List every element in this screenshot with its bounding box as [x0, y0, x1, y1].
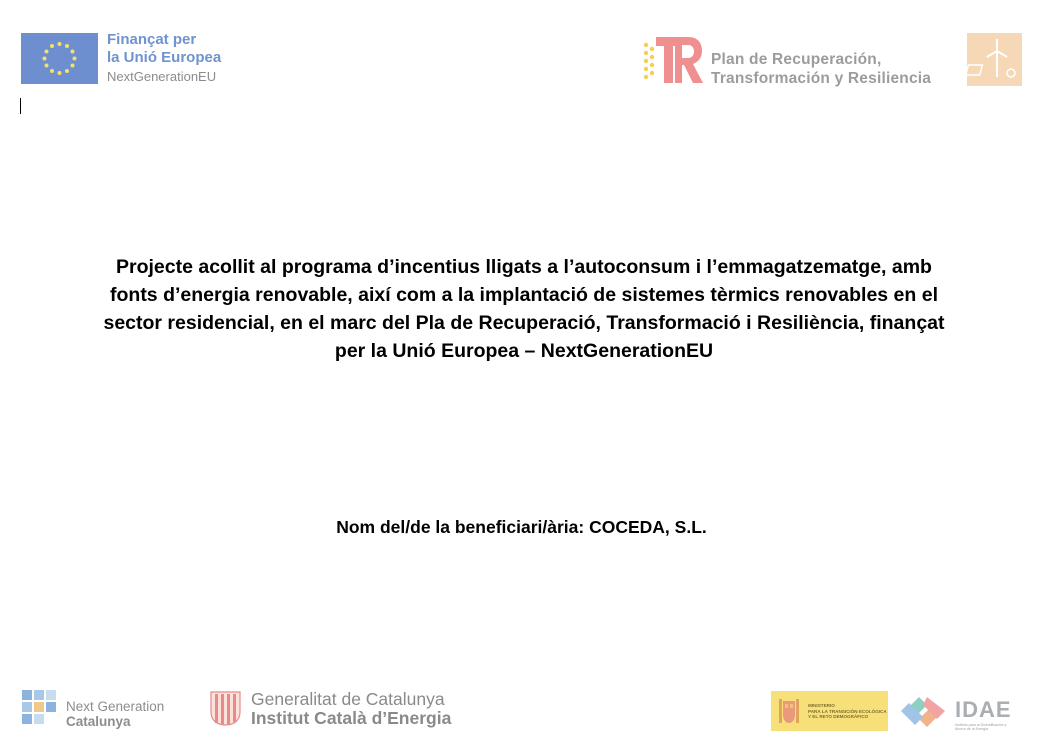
generalitat-line-2: Institut Català d’Energia — [251, 708, 452, 729]
ministerio-line-1: MINISTERIO — [808, 703, 835, 708]
ngc-line-1: Next Generation — [66, 699, 165, 714]
eu-flag-icon — [21, 33, 98, 84]
generalitat-label — [251, 690, 451, 729]
ngc-line-2: Catalunya — [66, 713, 131, 729]
project-description — [20, 253, 1028, 365]
generalitat-stripes-icon — [209, 690, 242, 727]
ministerio-line-2: PARA LA TRANSICIÓN ECOLÓGICA — [808, 708, 887, 714]
idae-subtitle: Instituto para la Diversificación y Ahorro de la Energía — [955, 723, 1007, 732]
ministerio-text — [808, 703, 887, 720]
description-line-1: Projecte acollit al programa d’incentius lligats a l’autoconsum i l’emmagatzematge, amb — [116, 256, 932, 278]
idae-label: IDAE — [955, 697, 1012, 722]
eu-line-2: la Unió Europea — [107, 49, 222, 66]
text-cursor — [20, 98, 21, 114]
idae-knot-icon — [895, 691, 951, 731]
eu-funding-label — [107, 31, 221, 85]
generalitat-line-1: Generalitat de Catalunya — [251, 689, 445, 709]
prtr-label — [711, 51, 931, 89]
ministerio-logo — [771, 691, 888, 731]
ngc-squares-icon — [22, 690, 60, 728]
ngc-label — [66, 700, 164, 730]
description-line-3: sector residencial, en el marc del Pla de Recuperació, Transformació i Resiliència, finançat — [103, 312, 945, 335]
ministerio-line-3: Y EL RETO DEMOGRÁFICO — [808, 714, 869, 720]
spain-shield-icon — [777, 697, 801, 725]
prtr-line-1: Plan de Recuperación, — [711, 51, 882, 68]
eu-line-3: NextGenerationEU — [107, 69, 217, 84]
eu-line-1: Finançat per — [107, 31, 197, 48]
description-line-4: per la Unió Europea – NextGenerationEU — [334, 340, 714, 363]
beneficiary-name: Nom del/de la beneficiari/ària: COCEDA, S.L. — [336, 517, 707, 537]
wind-turbine-icon — [967, 33, 1022, 86]
prtr-logo-icon — [642, 33, 704, 87]
prtr-line-2: Transformación y Resiliencia — [711, 69, 932, 87]
description-line-2: fonts d’energia renovable, així com a la implantació de sistemes tèrmics renovables en el — [110, 284, 938, 307]
